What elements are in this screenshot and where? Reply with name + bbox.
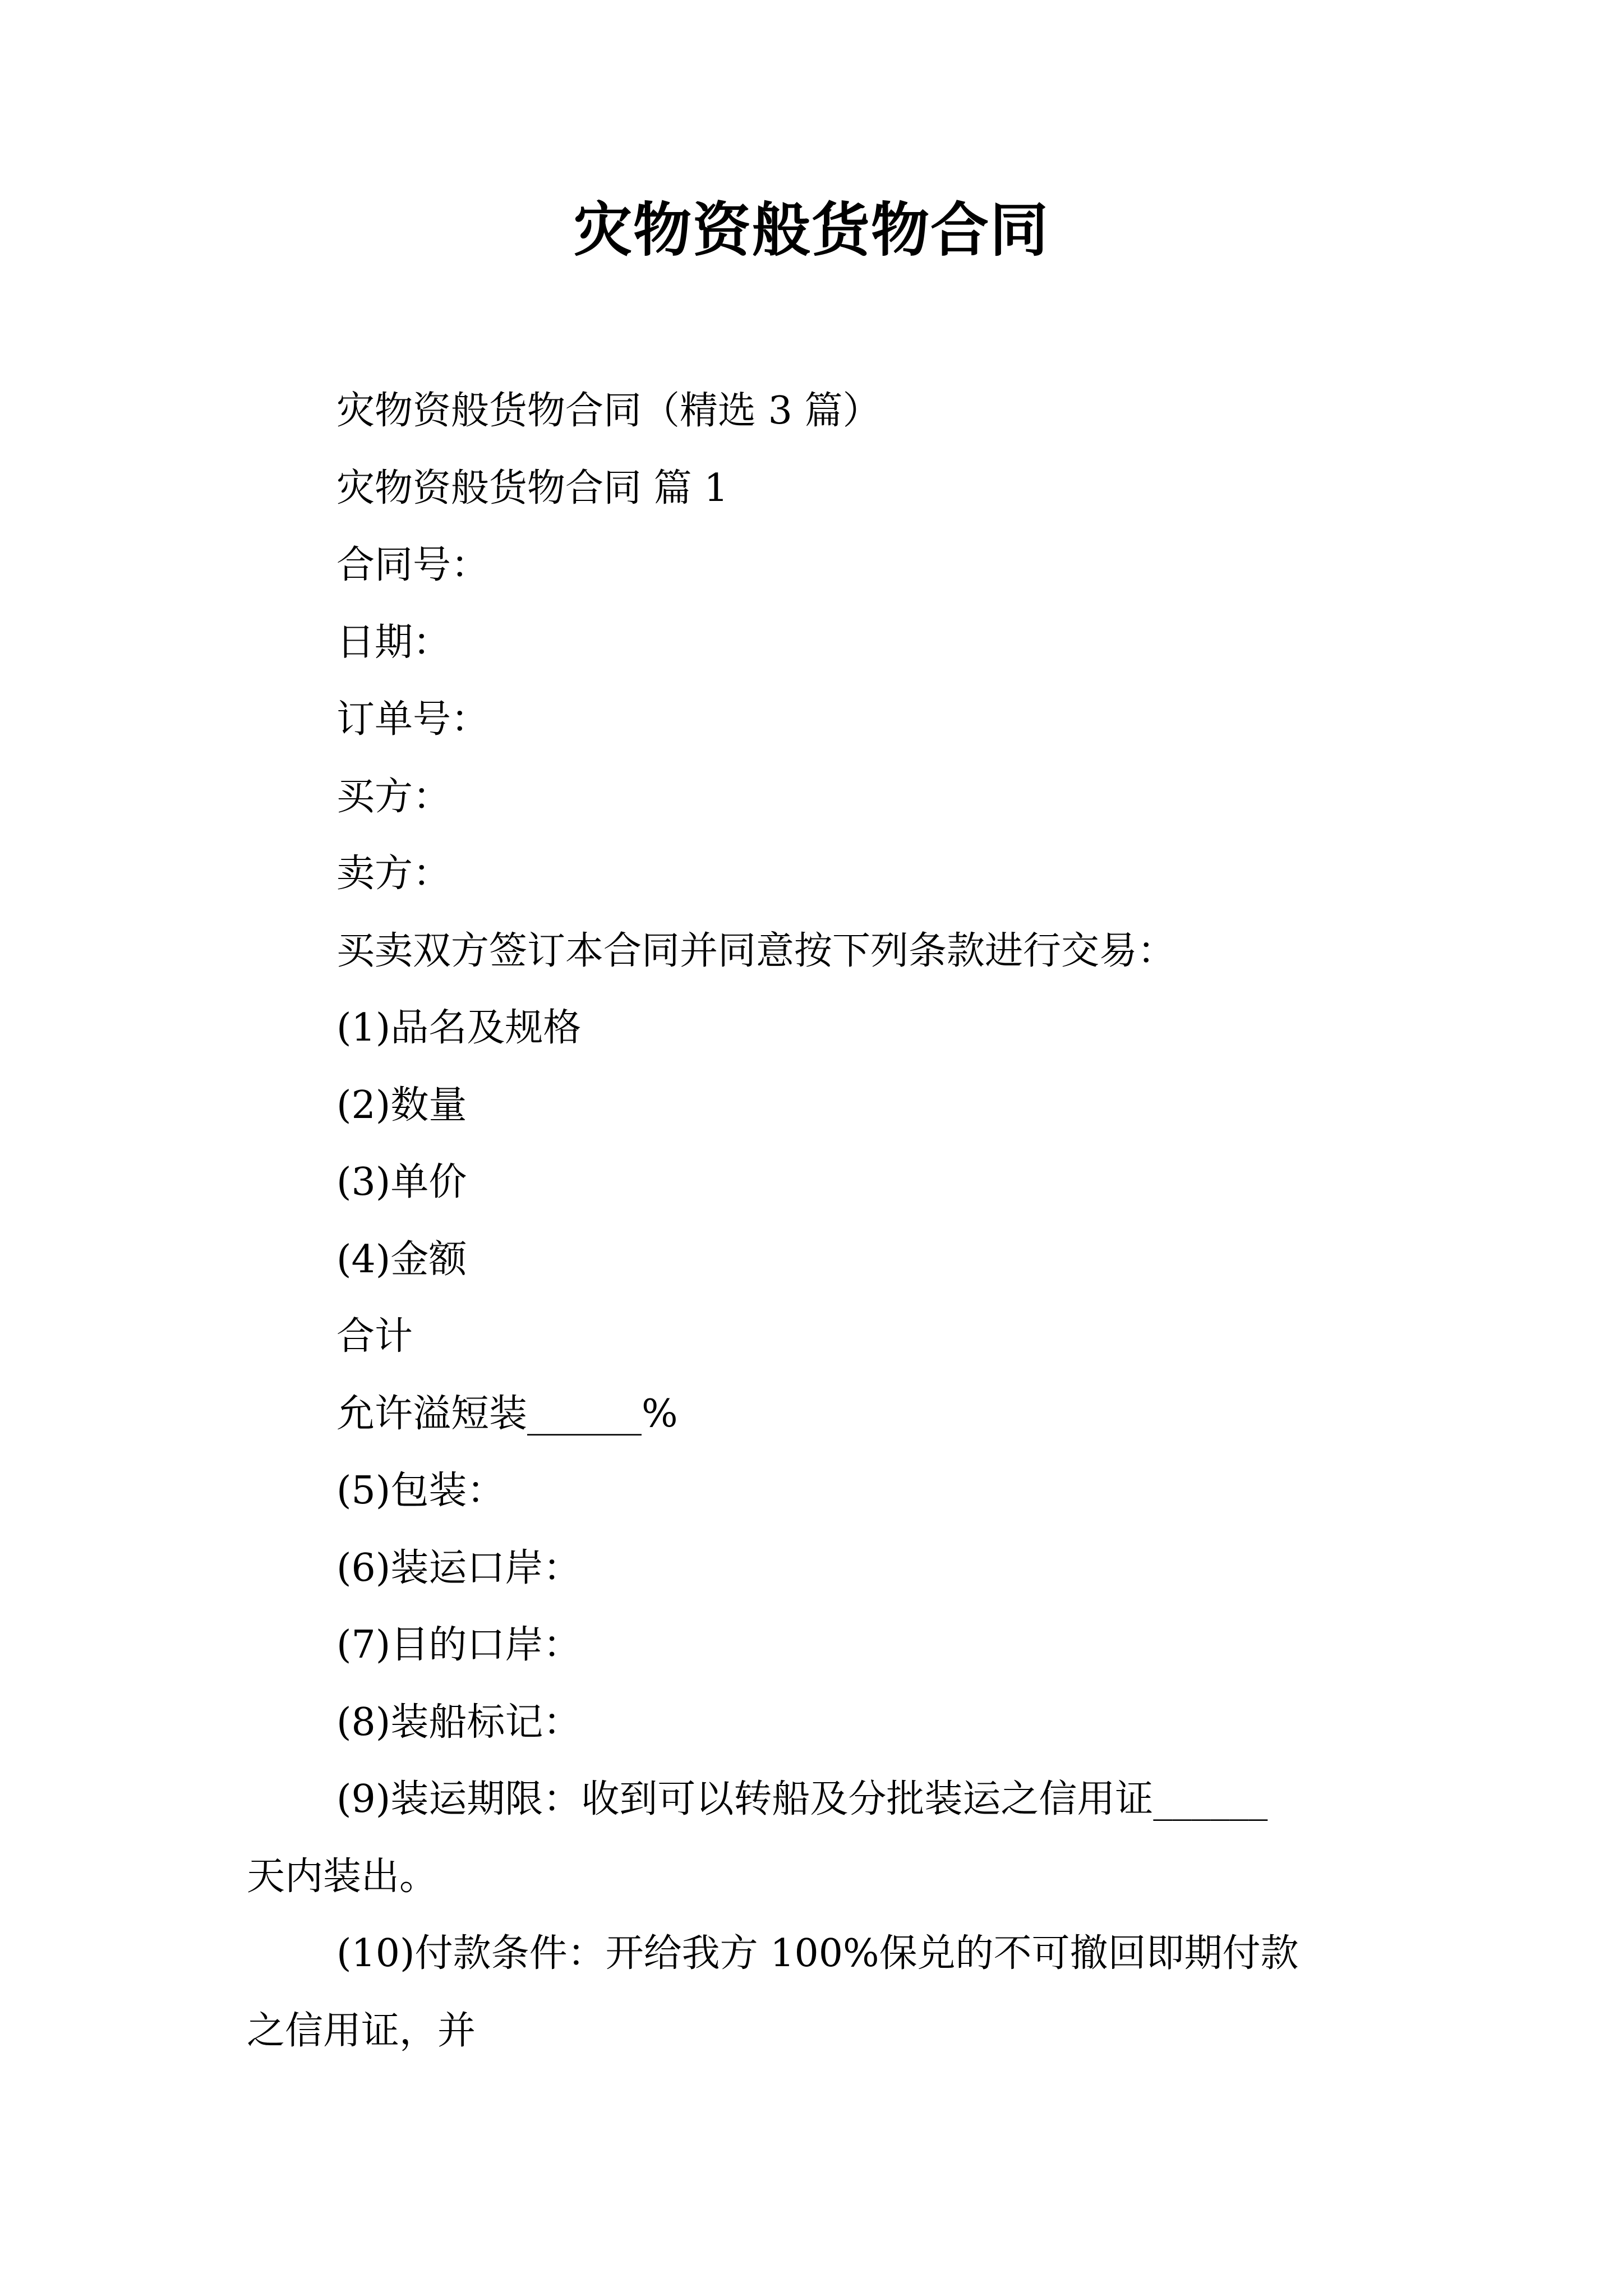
seller-line: 卖方： (336, 852, 451, 896)
clause-item: (2)数量 (336, 1083, 467, 1128)
document-body (247, 372, 1385, 2069)
agreement-line: 买卖双方签订本合同并同意按下列条款进行交易： (336, 928, 1176, 973)
clause-item: (10)付款条件：开给我方 100%保兑的不可撤回即期付款 (336, 1931, 1299, 1976)
clause-item: (4)金额 (336, 1237, 467, 1282)
clause-item: (8)装船标记： (336, 1700, 582, 1745)
contract-number-line: 合同号： (336, 543, 490, 587)
buyer-line: 买方： (336, 774, 451, 819)
section-heading: 灾物资般货物合同 篇 1 (336, 466, 728, 510)
clause-continuation: 天内装出。 (247, 1854, 438, 1899)
total-line: 合计 (336, 1314, 413, 1359)
clause-item: (6)装运口岸： (336, 1545, 582, 1590)
clause-item: (5)包装： (336, 1469, 505, 1513)
clause-continuation: 之信用证，并 (247, 2008, 476, 2053)
clause-item: (7)目的口岸： (336, 1623, 582, 1667)
clause-item: (3)单价 (336, 1160, 467, 1204)
tolerance-line: 允许溢短装______% (336, 1391, 678, 1436)
document-title: 灾物资般货物合同 (573, 195, 1049, 264)
clause-item: (9)装运期限：收到可以转船及分批装运之信用证______ (336, 1777, 1268, 1821)
date-line: 日期： (336, 620, 451, 665)
subtitle-line: 灾物资般货物合同（精选 3 篇） (336, 389, 881, 433)
order-number-line: 订单号： (336, 697, 490, 742)
clause-item: (1)品名及规格 (336, 1006, 582, 1050)
